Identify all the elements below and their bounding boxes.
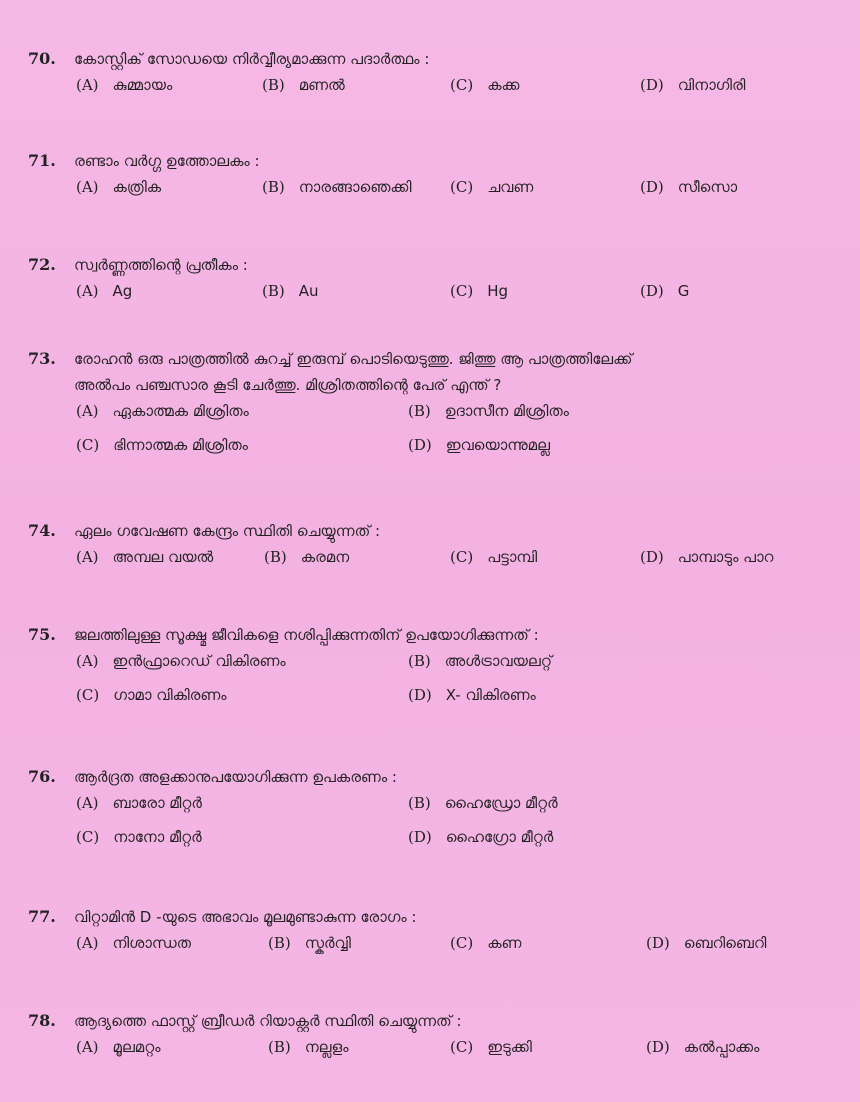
option-b: (B) അൾട്രാവയലറ്റ് xyxy=(408,652,553,670)
question-77 xyxy=(28,904,840,960)
question-text-line1: രോഹൻ ഒരു പാത്രത്തിൽ കുറച്ച് ഇരുമ്പ് പൊടിയെടുത്തു. ജിത്തു ആ പാത്രത്തിലേക്ക് xyxy=(74,350,633,368)
question-70 xyxy=(28,46,840,102)
question-76 xyxy=(28,764,840,858)
question-text: ജലത്തിലുള്ള സൂക്ഷ്മ ജീവികളെ നശിപ്പിക്കുന്നതിന് ഉപയോഗിക്കുന്നത് : xyxy=(74,626,539,644)
option-d: (D) ഹൈഗ്രോ മീറ്റർ xyxy=(408,828,554,846)
option-a: (A) ഏകാത്മക മിശ്രിതം xyxy=(76,402,249,420)
question-number: 71. xyxy=(28,151,56,170)
question-text: കോസ്റ്റിക് സോഡയെ നിർവ്വീര്യമാക്കുന്ന പദാർത്ഥം : xyxy=(74,50,430,68)
option-c: (C) നാനോ മീറ്റർ xyxy=(76,828,202,846)
option-a: (A) ഇൻഫ്രാറെഡ് വികിരണം xyxy=(76,652,286,670)
question-number: 73. xyxy=(28,349,56,368)
option-c: (C) ചവണ xyxy=(450,178,534,196)
option-a: (A) Ag xyxy=(76,282,133,300)
question-78 xyxy=(28,1008,840,1064)
option-d: (D) പാമ്പാടും പാറ xyxy=(640,548,774,566)
option-d: (D) ഇവയൊന്നുമല്ല xyxy=(408,436,550,454)
option-d: (D) G xyxy=(640,282,690,300)
option-a: (A) മൂലമറ്റം xyxy=(76,1038,161,1056)
option-c: (C) ഇടുക്കി xyxy=(450,1038,532,1056)
question-72 xyxy=(28,252,840,308)
option-d: (D) കൽപ്പാക്കം xyxy=(646,1038,760,1056)
option-b: (B) നല്ലളം xyxy=(268,1038,349,1056)
option-b: (B) ഉദാസീന മിശ്രിതം xyxy=(408,402,569,420)
option-c: (C) Hg xyxy=(450,282,508,300)
option-d: (D) ബെറിബെറി xyxy=(646,934,767,952)
question-71 xyxy=(28,148,840,204)
option-b: (B) Au xyxy=(262,282,319,300)
question-73 xyxy=(28,346,840,466)
question-text: ഏലം ഗവേഷണ കേന്ദ്രം സ്ഥിതി ചെയ്യുന്നത് : xyxy=(74,522,381,540)
option-a: (A) ബാരോ മീറ്റർ xyxy=(76,794,202,812)
option-a: (A) അമ്പല വയൽ xyxy=(76,548,214,566)
question-text: വിറ്റാമിൻ D -യുടെ അഭാവം മൂലമുണ്ടാകുന്ന രോഗം : xyxy=(74,908,417,926)
option-c: (C) കണ xyxy=(450,934,522,952)
question-74 xyxy=(28,518,840,574)
option-d: (D) സീസൊ xyxy=(640,178,738,196)
option-b: (B) മണൽ xyxy=(262,76,345,94)
question-number: 78. xyxy=(28,1011,56,1030)
question-number: 77. xyxy=(28,907,56,926)
option-c: (C) കക്ക xyxy=(450,76,520,94)
option-b: (B) നാരങ്ങാഞെക്കി xyxy=(262,178,412,196)
question-number: 76. xyxy=(28,767,56,786)
question-number: 70. xyxy=(28,49,56,68)
option-d: (D) വിനാഗിരി xyxy=(640,76,746,94)
option-b: (B) സ്കർവ്വി xyxy=(268,934,351,952)
question-text: സ്വർണ്ണത്തിന്റെ പ്രതീകം : xyxy=(74,256,248,274)
question-number: 72. xyxy=(28,255,56,274)
option-b: (B) കരമന xyxy=(264,548,350,566)
option-a: (A) നിശാന്ധത xyxy=(76,934,191,952)
option-c: (C) ഭിന്നാത്മക മിശ്രിതം xyxy=(76,436,248,454)
option-c: (C) പട്ടാമ്പി xyxy=(450,548,538,566)
option-a: (A) കുമ്മായം xyxy=(76,76,173,94)
question-number: 74. xyxy=(28,521,56,540)
question-text: ആദ്യത്തെ ഫാസ്റ്റ് ബ്രീഡർ റിയാക്റ്റർ സ്ഥിതി ചെയ്യുന്നത് : xyxy=(74,1012,462,1030)
question-75 xyxy=(28,622,840,716)
option-b: (B) ഹൈഡ്രോ മീറ്റർ xyxy=(408,794,558,812)
option-a: (A) കത്രിക xyxy=(76,178,162,196)
option-d: (D) X- വികിരണം xyxy=(408,686,536,704)
question-text: ആർദ്രത അളക്കാനുപയോഗിക്കുന്ന ഉപകരണം : xyxy=(74,768,397,786)
option-c: (C) ഗാമാ വികിരണം xyxy=(76,686,227,704)
question-text: രണ്ടാം വർഗ്ഗ ഉത്തോലകം : xyxy=(74,152,260,170)
question-text-line2: അൽപം പഞ്ചസാര കൂടി ചേർത്തു. മിശ്രിതത്തിന്റെ പേര് എന്ത് ? xyxy=(74,376,502,394)
question-number: 75. xyxy=(28,625,56,644)
